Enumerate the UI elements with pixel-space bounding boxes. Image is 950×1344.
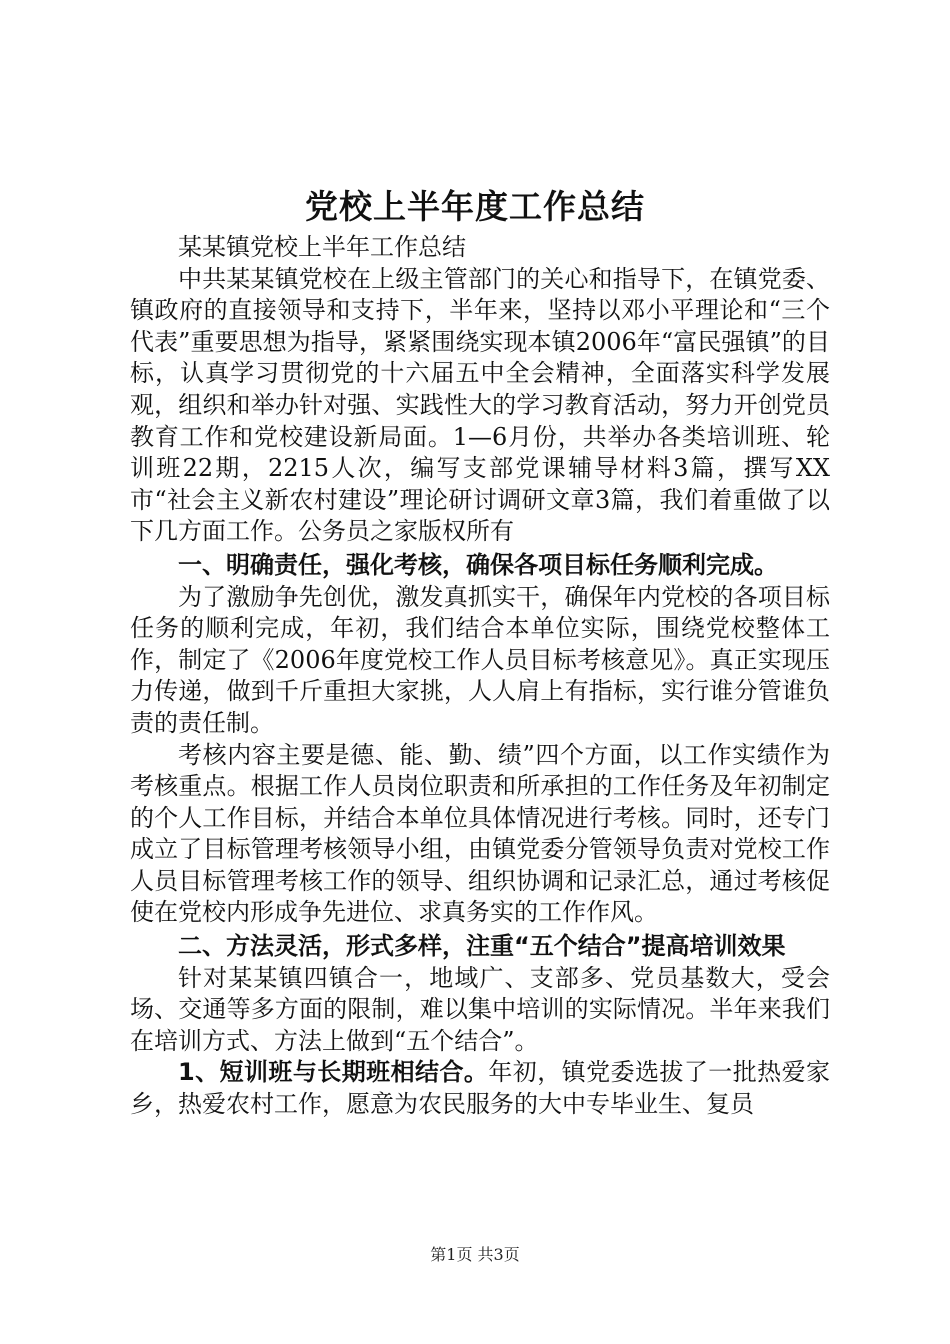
section-1-paragraph-1: 为了激励争先创优，激发真抓实干，确保年内党校的各项目标任务的顺利完成，年初，我们结合本单位实际，围绕党校整体工作，制定了《2006年度党校工作人员目标考核意见》。真正实现压力传递，做到千斤重担大家挑，人人肩上有指标，实行谁分管谁负责的责任制。 <box>130 582 830 737</box>
section-2-paragraph-2-text: 年初，镇党委选拔了一批热爱家乡，热爱农村工作，愿意为农民服务的大中专毕业生、复员 <box>130 1058 831 1119</box>
section-2-heading: 二、方法灵活，形式多样，注重“五个结合”提高培训效果 <box>178 932 786 961</box>
page-number-footer: 第1页 共3页 <box>430 1245 520 1264</box>
document-body <box>130 232 830 1121</box>
section-2-paragraph-2-lead: 1、短训班与长期班相结合。 <box>178 1058 489 1087</box>
document-title: 党校上半年度工作总结 <box>305 187 645 226</box>
section-2-paragraph-1: 针对某某镇四镇合一，地域广、支部多、党员基数大，受会场、交通等多方面的限制，难以集中培训的实际情况。半年来我们在培训方式、方法上做到“五个结合”。 <box>130 963 830 1055</box>
section-2-paragraph-2 <box>130 1057 830 1120</box>
section-1-heading: 一、明确责任，强化考核，确保各项目标任务顺利完成。 <box>178 550 778 579</box>
document-subtitle: 某某镇党校上半年工作总结 <box>178 233 466 261</box>
paragraph-intro: 中共某某镇党校在上级主管部门的关心和指导下，在镇党委、镇政府的直接领导和支持下，半年来，坚持以邓小平理论和“三个代表”重要思想为指导，紧紧围绕实现本镇2006年“富民强镇”的目标，认真学习贯彻党的十六届五中全会精神，全面落实科学发展观，组织和举办针对强、实践性大的学习教育活动，努力开创党员教育工作和党校建设新局面。1—6月份，共举办各类培训班、轮训班22期，2215人次，编写支部党课辅导材料3篇，撰写XX市“社会主义新农村建设”理论研讨调研文章3篇，我们着重做了以下几方面工作。公务员之家版权所有 <box>130 264 830 546</box>
section-1-paragraph-2: 考核内容主要是德、能、勤、绩”四个方面，以工作实绩作为考核重点。根据工作人员岗位职责和所承担的工作任务及年初制定的个人工作目标，并结合本单位具体情况进行考核。同时，还专门成立了目标管理考核领导小组，由镇党委分管领导负责对党校工作人员目标管理考核工作的领导、组织协调和记录汇总，通过考核促使在党校内形成争先进位、求真务实的工作作风。 <box>130 740 830 927</box>
